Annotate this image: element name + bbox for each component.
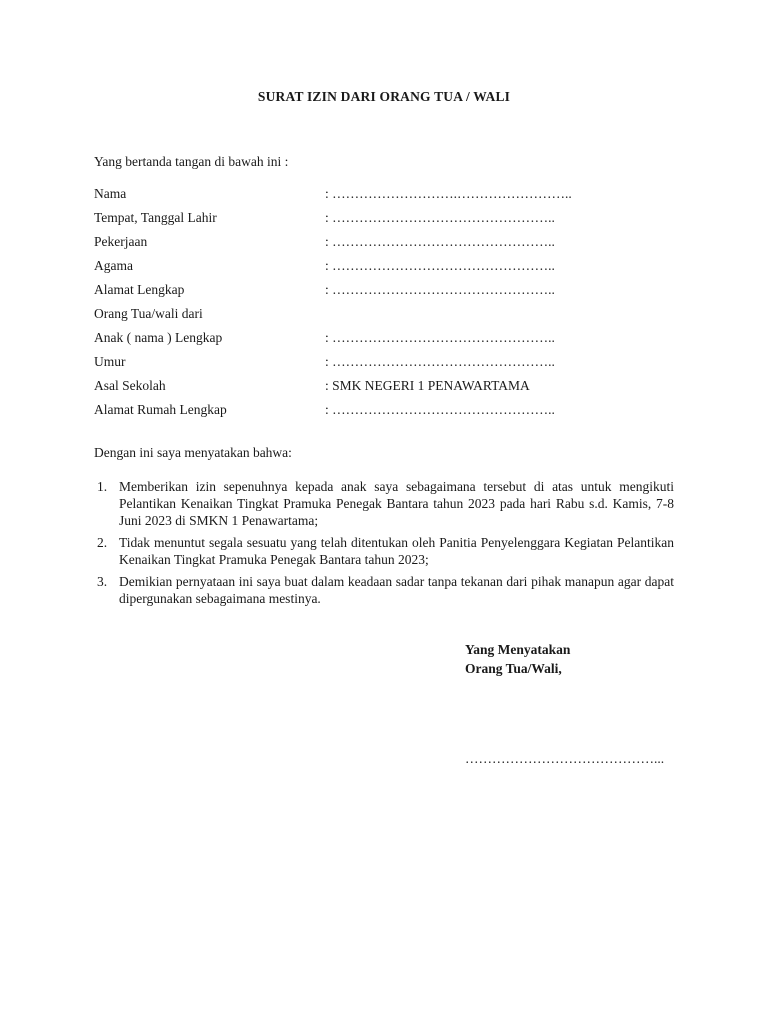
field-value: : ………………………………………….. [325, 354, 555, 369]
field-value: : ………………………………………….. [325, 210, 555, 225]
field-row-asal-sekolah [94, 377, 694, 401]
list-text: Demikian pernyataan ini saya buat dalam keadaan sadar tanpa tekanan dari pihak manapun agar dapat dipergunakan sebagaimana mestinya. [119, 574, 674, 606]
field-value: : ………………………………………….. [325, 258, 555, 273]
field-label: Agama [94, 258, 133, 273]
field-row-tempat-tanggal-lahir [94, 209, 694, 233]
signature-block [465, 640, 570, 678]
field-row-alamat-lengkap [94, 281, 694, 305]
letter-title: SURAT IZIN DARI ORANG TUA / WALI [257, 89, 511, 104]
field-row-alamat-rumah [94, 401, 694, 425]
field-label: Alamat Lengkap [94, 282, 185, 297]
field-value: : ………………………………………….. [325, 282, 555, 297]
field-label: Pekerjaan [94, 234, 148, 249]
field-value: : ………………………………………….. [325, 234, 555, 249]
statement-list [94, 478, 674, 612]
field-value: : SMK NEGERI 1 PENAWARTAMA [325, 378, 530, 393]
field-row-nama [94, 185, 694, 209]
list-item [94, 573, 674, 607]
field-label: Alamat Rumah Lengkap [94, 402, 227, 417]
list-number: 1. [97, 479, 108, 494]
list-item [94, 478, 674, 529]
field-row-agama [94, 257, 694, 281]
statement-text: Dengan ini saya menyatakan bahwa: [94, 445, 292, 460]
identity-fields [94, 185, 694, 425]
list-item [94, 534, 674, 568]
field-label: Orang Tua/wali dari [94, 306, 203, 321]
field-row-umur [94, 353, 694, 377]
field-row-nama-anak [94, 329, 694, 353]
field-value: : ………………………………………….. [325, 330, 555, 345]
field-label: Nama [94, 186, 127, 201]
field-label: Anak ( nama ) Lengkap [94, 330, 223, 345]
list-number: 2. [97, 535, 108, 550]
field-row-orang-tua-wali [94, 305, 694, 329]
field-label: Asal Sekolah [94, 378, 166, 393]
field-label: Tempat, Tanggal Lahir [94, 210, 217, 225]
signature-heading: Yang Menyatakan [465, 642, 571, 657]
field-label: Umur [94, 354, 126, 369]
list-number: 3. [97, 574, 108, 589]
signature-blank-line: ……………………………………... [465, 751, 665, 766]
intro-text: Yang bertanda tangan di bawah ini : [94, 154, 289, 169]
list-text: Tidak menuntut segala sesuatu yang telah ditentukan oleh Panitia Penyelenggara Kegiatan Pelantikan Kenaikan Tingkat Pramuka Penegak Bantara tahun 2023; [119, 535, 674, 567]
list-text: Memberikan izin sepenuhnya kepada anak saya sebagaimana tersebut di atas untuk mengikuti Pelantikan Kenaikan Tingkat Pramuka Penegak Bantara tahun 2023 pada hari Rabu s.d. Kamis, 7-8 Juni 2023 di SMKN 1 Penawartama; [119, 479, 674, 528]
field-row-pekerjaan [94, 233, 694, 257]
field-value: : ……………………….…………………….. [325, 186, 572, 201]
field-value: : ………………………………………….. [325, 402, 555, 417]
signature-role: Orang Tua/Wali, [465, 661, 562, 676]
